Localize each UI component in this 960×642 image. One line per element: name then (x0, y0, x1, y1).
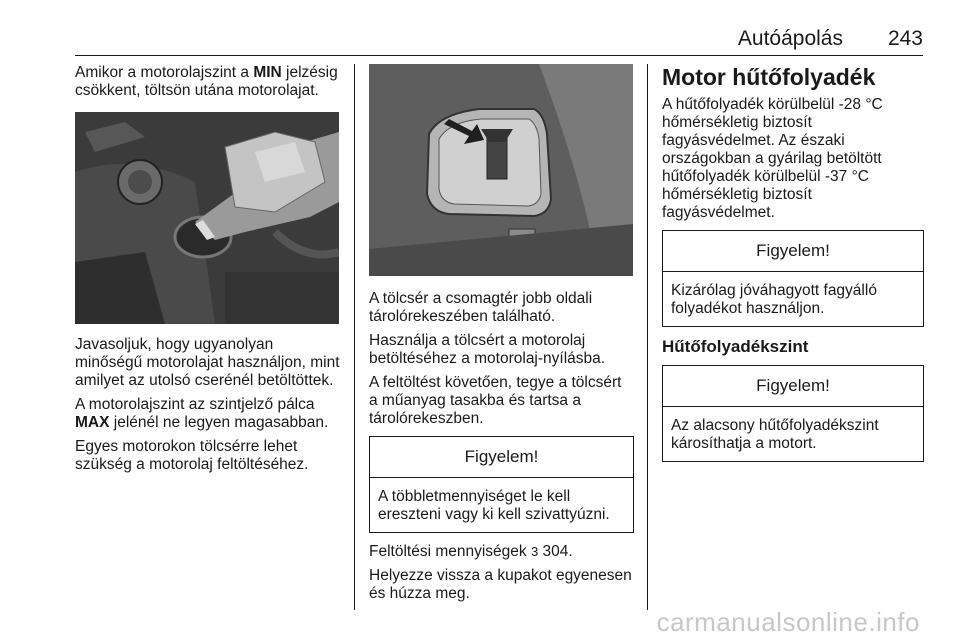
column-1 (75, 64, 340, 480)
paragraph-replace-cap: Helyezze vissza a kupakot egyenesen és húzza meg. (369, 567, 632, 602)
warning-body: A többletmennyiséget le kell ereszteni vagy ki kell szivattyúzni. (378, 488, 610, 523)
page-number: 243 (887, 27, 923, 50)
warning-box-low-coolant (662, 365, 924, 462)
warning-body: Kizárólag jóváhagyott fagyálló folyadékot használjon. (671, 282, 877, 317)
warning-box-excess (369, 436, 634, 533)
page-reference-link[interactable]: 304. (542, 543, 573, 560)
section-heading-coolant: Motor hűtőfolyadék (662, 64, 876, 90)
page-header (75, 26, 923, 52)
column-2 (369, 64, 634, 609)
column-divider-1 (354, 64, 355, 610)
paragraph-funnel-location: A tölcsér a csomagtér jobb oldali tárolórekeszében található. (369, 290, 593, 325)
header-rule (75, 55, 923, 56)
warning-heading: Figyelem! (663, 366, 923, 407)
section-title: Autóápolás (737, 27, 843, 50)
trunk-storage-funnel-illustration (369, 64, 633, 276)
column-3 (662, 64, 924, 472)
paragraph-coolant-protection: A hűtőfolyadék körülbelül -28 °C hőmérsékletig biztosít fagyásvédelmet. Az északi országokban a gyárilag betöltött hűtőfolyadék körülbelül -37 °C hőmérsékletig biztosít fagyásvédelmet. (662, 96, 883, 221)
ref-arrow-icon: 3 (530, 544, 539, 559)
paragraph-oil-max: A motorolajszint az szintjelző pálca MAX jelénél ne legyen magasabban. (75, 396, 329, 431)
warning-box-antifreeze (662, 230, 924, 327)
paragraph-funnel-storage: A feltöltést követően, tegye a tölcsért a műanyag tasakba és tartsa a tárolórekeszben. (369, 374, 622, 427)
column-divider-2 (647, 64, 648, 610)
subheading-coolant-level: Hűtőfolyadékszint (662, 337, 809, 356)
paragraph-funnel-needed: Egyes motorokon tölcsérre lehet szükség a motorolaj feltöltéséhez. (75, 438, 309, 473)
warning-body: Az alacsony hűtőfolyadékszint károsíthatja a motort. (671, 417, 879, 452)
warning-heading: Figyelem! (370, 437, 633, 478)
paragraph-oil-quality: Javasoljuk, hogy ugyanolyan minőségű motorolajat használjon, mint amilyet az utolsó cserénél betöltöttek. (75, 336, 340, 389)
paragraph-fill-quantities: Feltöltési mennyiségek 3 304. (369, 543, 573, 560)
paragraph-oil-min: Amikor a motorolajszint a MIN jelzésig csökkent, töltsön utána motorolajat. (75, 64, 338, 99)
watermark: carmanualsonline.info (656, 607, 920, 637)
paragraph-funnel-usage: Használja a tölcsért a motorolaj betöltéséhez a motorolaj-nyílásba. (369, 332, 606, 367)
engine-oil-fill-illustration (75, 112, 339, 324)
warning-heading: Figyelem! (663, 231, 923, 272)
